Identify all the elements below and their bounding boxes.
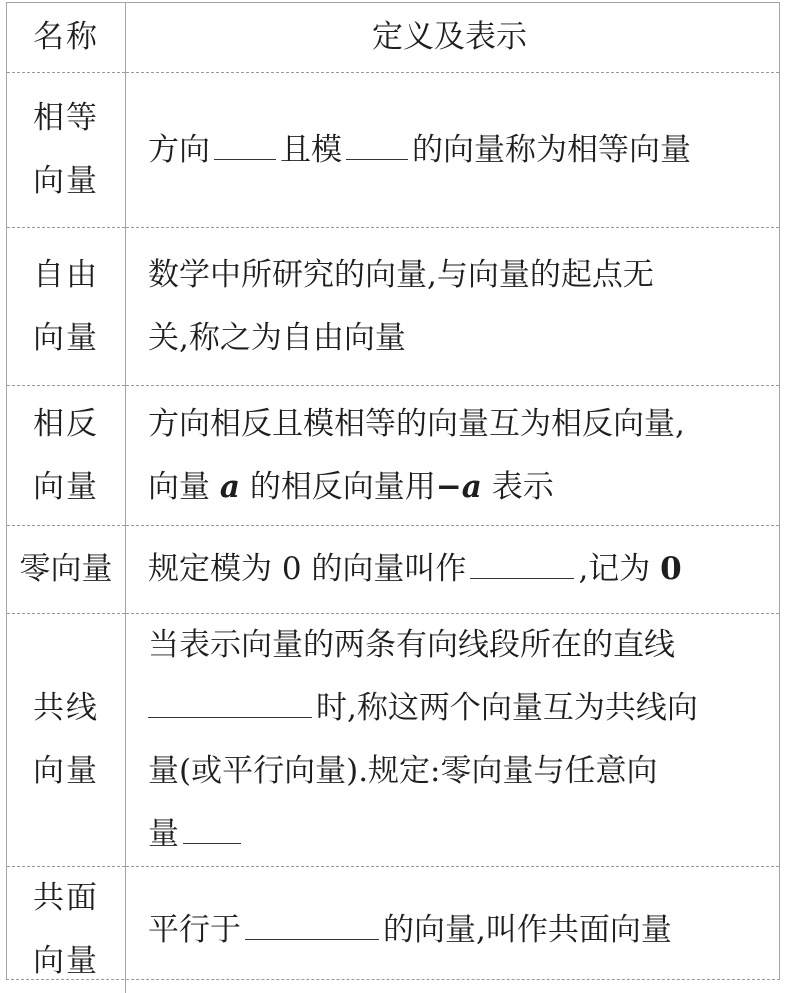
header-definition-text: 定义及表示 xyxy=(372,19,527,55)
blank-zero xyxy=(470,550,574,579)
blank-collinear xyxy=(148,689,312,718)
name-collinear-vector xyxy=(7,614,126,867)
def-equal-vector xyxy=(126,73,780,228)
def-free-vector xyxy=(126,228,780,386)
def-text: 平行于 xyxy=(148,912,241,948)
def-zero-vector xyxy=(126,526,780,614)
def-line: 时,称这两个向量互为共线向 xyxy=(316,690,698,726)
name-line: 自由 xyxy=(33,257,99,293)
def-coplanar-vector xyxy=(126,867,780,993)
def-line: 数学中所研究的向量,与向量的起点无 xyxy=(148,257,654,293)
def-text: ,记为 xyxy=(578,551,650,587)
row-zero-vector xyxy=(7,526,779,614)
vector-table xyxy=(7,2,779,993)
name-line: 向量 xyxy=(33,320,99,356)
def-text: 的向量,叫作共面向量 xyxy=(383,912,672,948)
name-line: 向量 xyxy=(33,753,99,789)
def-line: 量(或平行向量).规定:零向量与任意向 xyxy=(148,753,658,789)
header-definition xyxy=(126,3,780,73)
header-name-text: 名称 xyxy=(33,19,99,55)
name-line: 共线 xyxy=(33,690,99,726)
def-text: 的相反向量用 xyxy=(250,469,436,505)
name-free-vector xyxy=(7,228,126,386)
row-collinear-vector xyxy=(7,614,779,867)
def-collinear-vector xyxy=(126,614,780,867)
zero-vector-symbol: 0 xyxy=(660,551,682,587)
definition-table xyxy=(6,2,780,980)
vector-a-symbol: a xyxy=(220,469,240,505)
header-name xyxy=(7,3,126,73)
name-line: 向量 xyxy=(33,163,99,199)
name-line: 向量 xyxy=(33,943,99,979)
name-line: 向量 xyxy=(33,469,99,505)
name-line: 相等 xyxy=(33,100,99,136)
def-line: 当表示向量的两条有向线段所在的直线 xyxy=(148,627,675,663)
blank-1 xyxy=(214,131,276,160)
def-text: 量 xyxy=(148,816,179,852)
def-line: 方向相反且模相等的向量互为相反向量, xyxy=(148,406,685,442)
def-text: 的向量称为相等向量 xyxy=(412,132,691,168)
name-line: 零向量 xyxy=(20,551,113,587)
blank-coplanar xyxy=(245,911,379,940)
name-opposite-vector xyxy=(7,386,126,526)
row-coplanar-vector xyxy=(7,867,779,993)
def-text: 规定模为 0 的向量叫作 xyxy=(148,551,466,587)
row-free-vector xyxy=(7,228,779,386)
header-row xyxy=(7,3,779,73)
row-equal-vector xyxy=(7,73,779,228)
def-opposite-vector xyxy=(126,386,780,526)
def-text: 表示 xyxy=(492,469,554,505)
name-zero-vector xyxy=(7,526,126,614)
negative-a-symbol: −a xyxy=(436,469,482,505)
name-coplanar-vector xyxy=(7,867,126,993)
def-text: 方向 xyxy=(148,132,210,168)
row-opposite-vector xyxy=(7,386,779,526)
name-line: 共面 xyxy=(33,880,99,916)
def-text: 向量 xyxy=(148,469,210,505)
blank-parallel xyxy=(183,815,241,844)
name-line: 相反 xyxy=(33,406,99,442)
name-equal-vector xyxy=(7,73,126,228)
def-line: 关,称之为自由向量 xyxy=(148,320,406,356)
blank-2 xyxy=(346,131,408,160)
def-text: 且模 xyxy=(280,132,342,168)
